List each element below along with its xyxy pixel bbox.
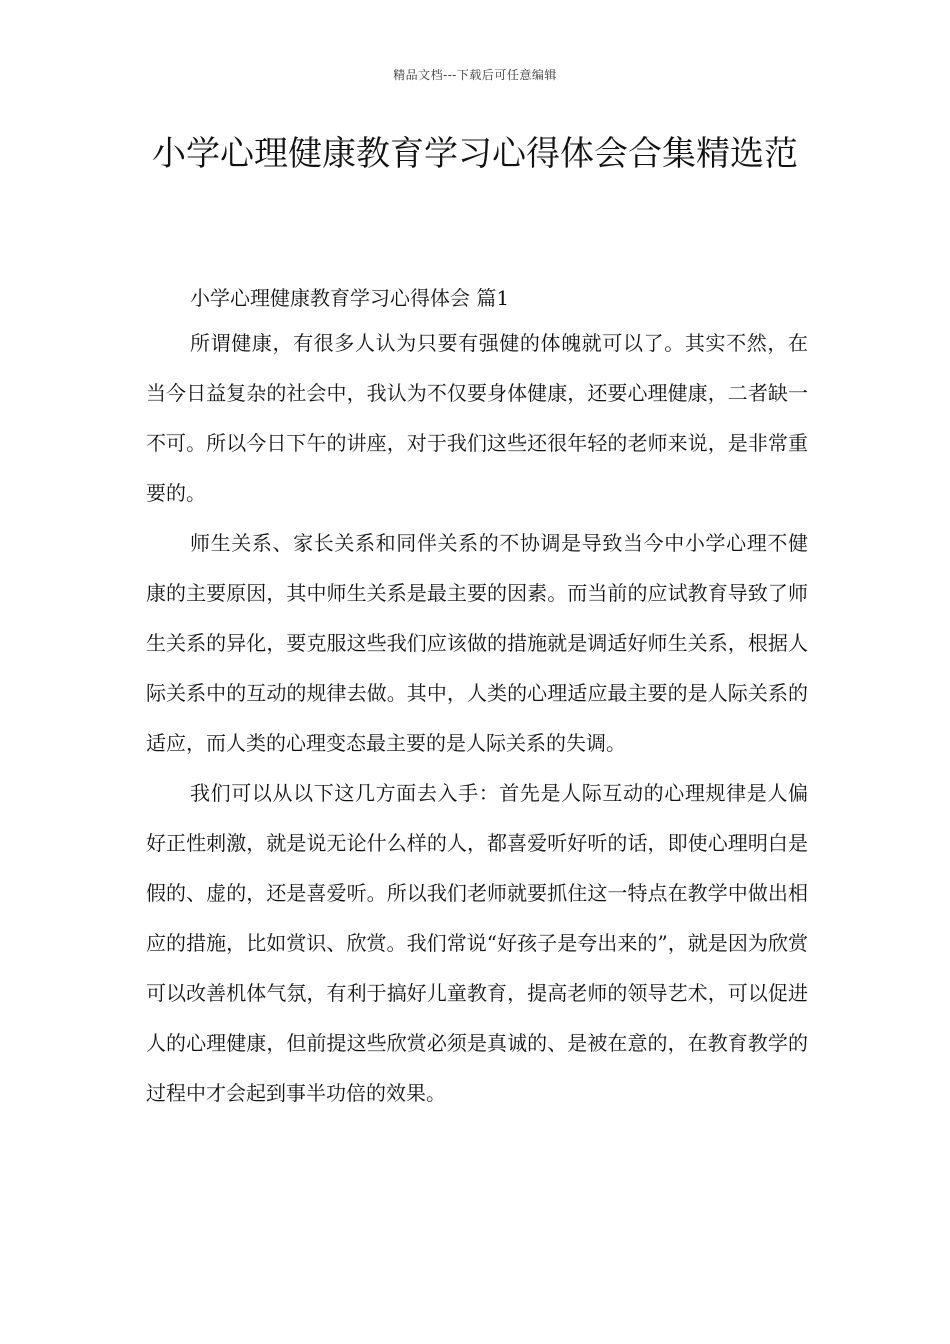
document-title: 小学心理健康教育学习心得体会合集精选范 [152, 134, 798, 174]
paragraph-2: 师生关系、家长关系和同伴关系的不协调是导致当今中小学心理不健康的主要原因，其中师生关系是最主要的因素。而当前的应试教育导致了师生关系的异化，要克服这些我们应该做的措施就是调适好师生关系，根据人际关系中的互动的规律去做。其中，人类的心理适应最主要的是人际关系的适应，而人类的心理变态最主要的是人际关系的失调。 [146, 531, 808, 755]
paragraph-3: 我们可以从以下这几方面去入手：首先是人际互动的心理规律是人偏好正性刺激，就是说无论什么样的人，都喜爱听好听的话，即使心理明白是假的、虚的，还是喜爱听。所以我们老师就要抓住这一特点在教学中做出相应的措施，比如赏识、欣赏。我们常说“好孩子是夸出来的”，就是因为欣赏可以改善机体气氛，有利于搞好儿童教育，提高老师的领导艺术，可以促进人的心理健康，但前提这些欣赏必须是真诚的、是被在意的，在教育教学的过程中才会起到事半功倍的效果。 [146, 781, 808, 1105]
document-body [146, 280, 808, 1118]
paragraph-1: 所谓健康，有很多人认为只要有强健的体魄就可以了。其实不然，在当今日益复杂的社会中，我认为不仅要身体健康，还要心理健康，二者缺一不可。所以今日下午的讲座，对于我们这些还很年轻的老师来说，是非常重要的。 [146, 331, 808, 505]
section-subtitle: 小学心理健康教育学习心得体会 篇1 [190, 286, 510, 310]
header-note: 精品文档---下载后可任意编辑 [393, 68, 557, 82]
